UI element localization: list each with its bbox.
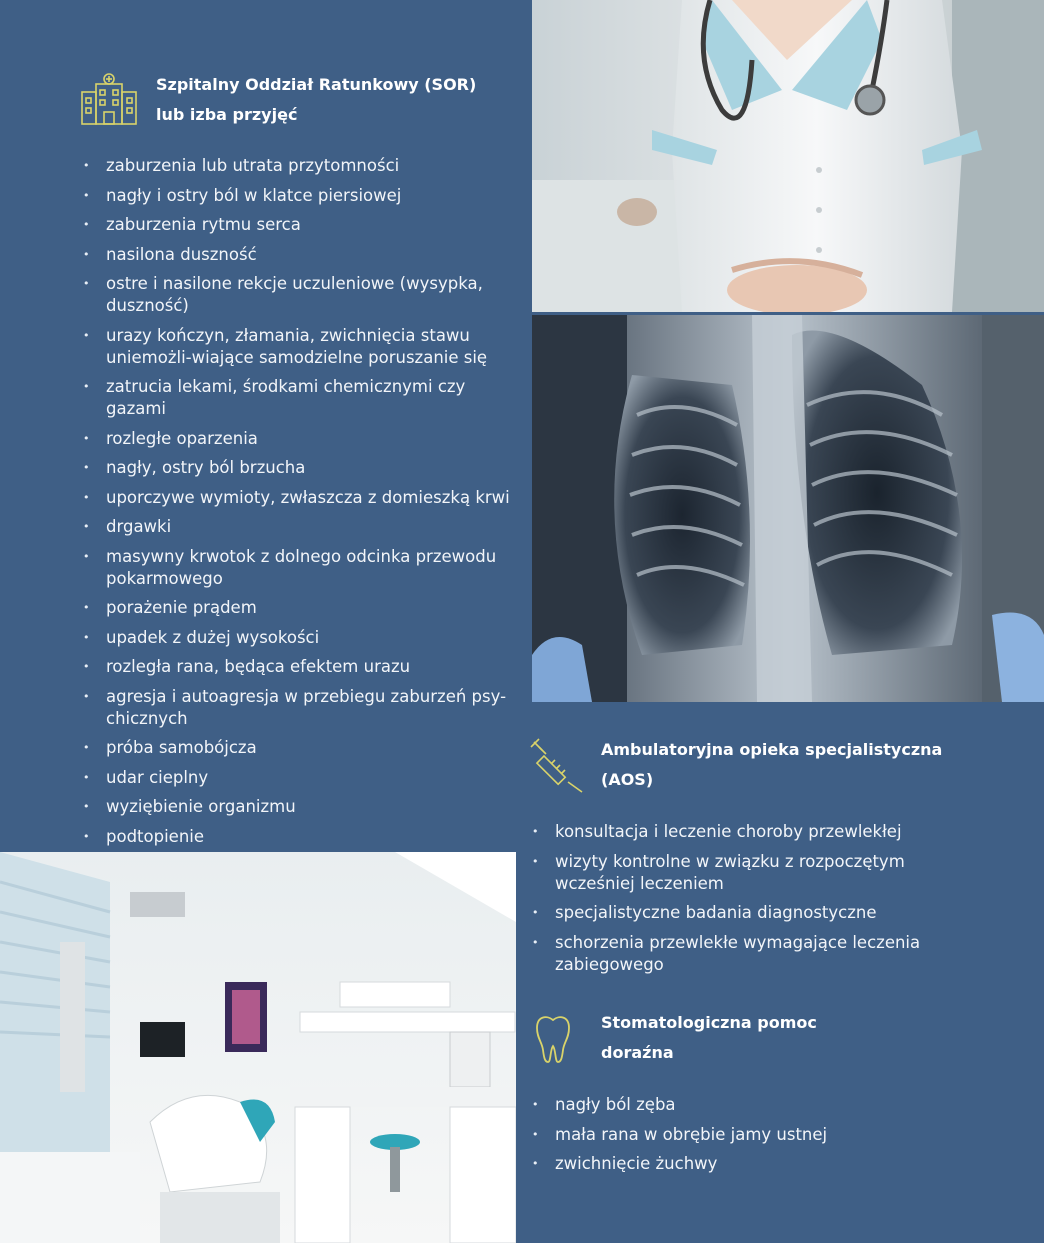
dental-title	[601, 1008, 817, 1068]
list-item: • schorzenia przewlekłe wymagające leczenia zabiegowego	[531, 932, 971, 976]
list-item: • zaburzenia rytmu serca	[82, 214, 522, 236]
dental-list	[531, 1094, 971, 1183]
sor-title-line1: Szpitalny Oddział Ratunkowy (SOR)	[156, 75, 477, 94]
list-item: • próba samobójcza	[82, 737, 522, 759]
list-item: • konsultacja i leczenie choroby przewlekłej	[531, 821, 971, 843]
xray-photo	[532, 315, 1044, 702]
aos-title	[601, 735, 942, 795]
list-item: • udar cieplny	[82, 767, 522, 789]
dental-clinic-photo	[0, 852, 516, 1243]
sor-title	[156, 70, 476, 130]
list-item: • zwichnięcie żuchwy	[531, 1153, 971, 1175]
list-item: • agresja i autoagresja w przebiegu zaburzeń psy-chicznych	[82, 686, 522, 730]
aos-title-line1: Ambulatoryjna opieka specjalistyczna	[601, 740, 943, 759]
syringe-icon	[530, 738, 586, 794]
list-item: • specjalistyczne badania diagnostyczne	[531, 902, 971, 924]
list-item: • podtopienie	[82, 826, 522, 848]
list-item: • drgawki	[82, 516, 522, 538]
list-item: • nagły, ostry ból brzucha	[82, 457, 522, 479]
list-item: • porażenie prądem	[82, 597, 522, 619]
aos-title-line2: (AOS)	[601, 770, 654, 789]
hospital-building-icon	[80, 72, 138, 126]
list-item: • zaburzenia lub utrata przytomności	[82, 155, 522, 177]
list-item: • wizyty kontrolne w związku z rozpoczętym wcześniej leczeniem	[531, 851, 971, 895]
list-item: • zatrucia lekami, środkami chemicznymi czy gazami	[82, 376, 522, 420]
tooth-icon	[535, 1014, 571, 1064]
list-item: • nagły ból zęba	[531, 1094, 971, 1116]
list-item: • upadek z dużej wysokości	[82, 627, 522, 649]
list-item: • masywny krwotok z dolnego odcinka przewodu pokarmowego	[82, 546, 522, 590]
list-item: • nagły i ostry ból w klatce piersiowej	[82, 185, 522, 207]
sor-title-line2: lub izba przyjęć	[156, 105, 298, 124]
dental-title-line2: doraźna	[601, 1043, 674, 1062]
list-item: • mała rana w obrębie jamy ustnej	[531, 1124, 971, 1146]
list-item: • uporczywe wymioty, zwłaszcza z domieszką krwi	[82, 487, 522, 509]
nurse-photo	[532, 0, 1044, 312]
aos-list	[531, 821, 971, 983]
list-item: • wyziębienie organizmu	[82, 796, 522, 818]
list-item: • nasilona duszność	[82, 244, 522, 266]
sor-list	[82, 155, 522, 855]
dental-title-line1: Stomatologiczna pomoc	[601, 1013, 817, 1032]
list-item: • rozległa rana, będąca efektem urazu	[82, 656, 522, 678]
list-item: • urazy kończyn, złamania, zwichnięcia stawu uniemożli-wiające samodzielne poruszanie się	[82, 325, 522, 369]
list-item: • ostre i nasilone rekcje uczuleniowe (wysypka, duszność)	[82, 273, 522, 317]
list-item: • rozległe oparzenia	[82, 428, 522, 450]
